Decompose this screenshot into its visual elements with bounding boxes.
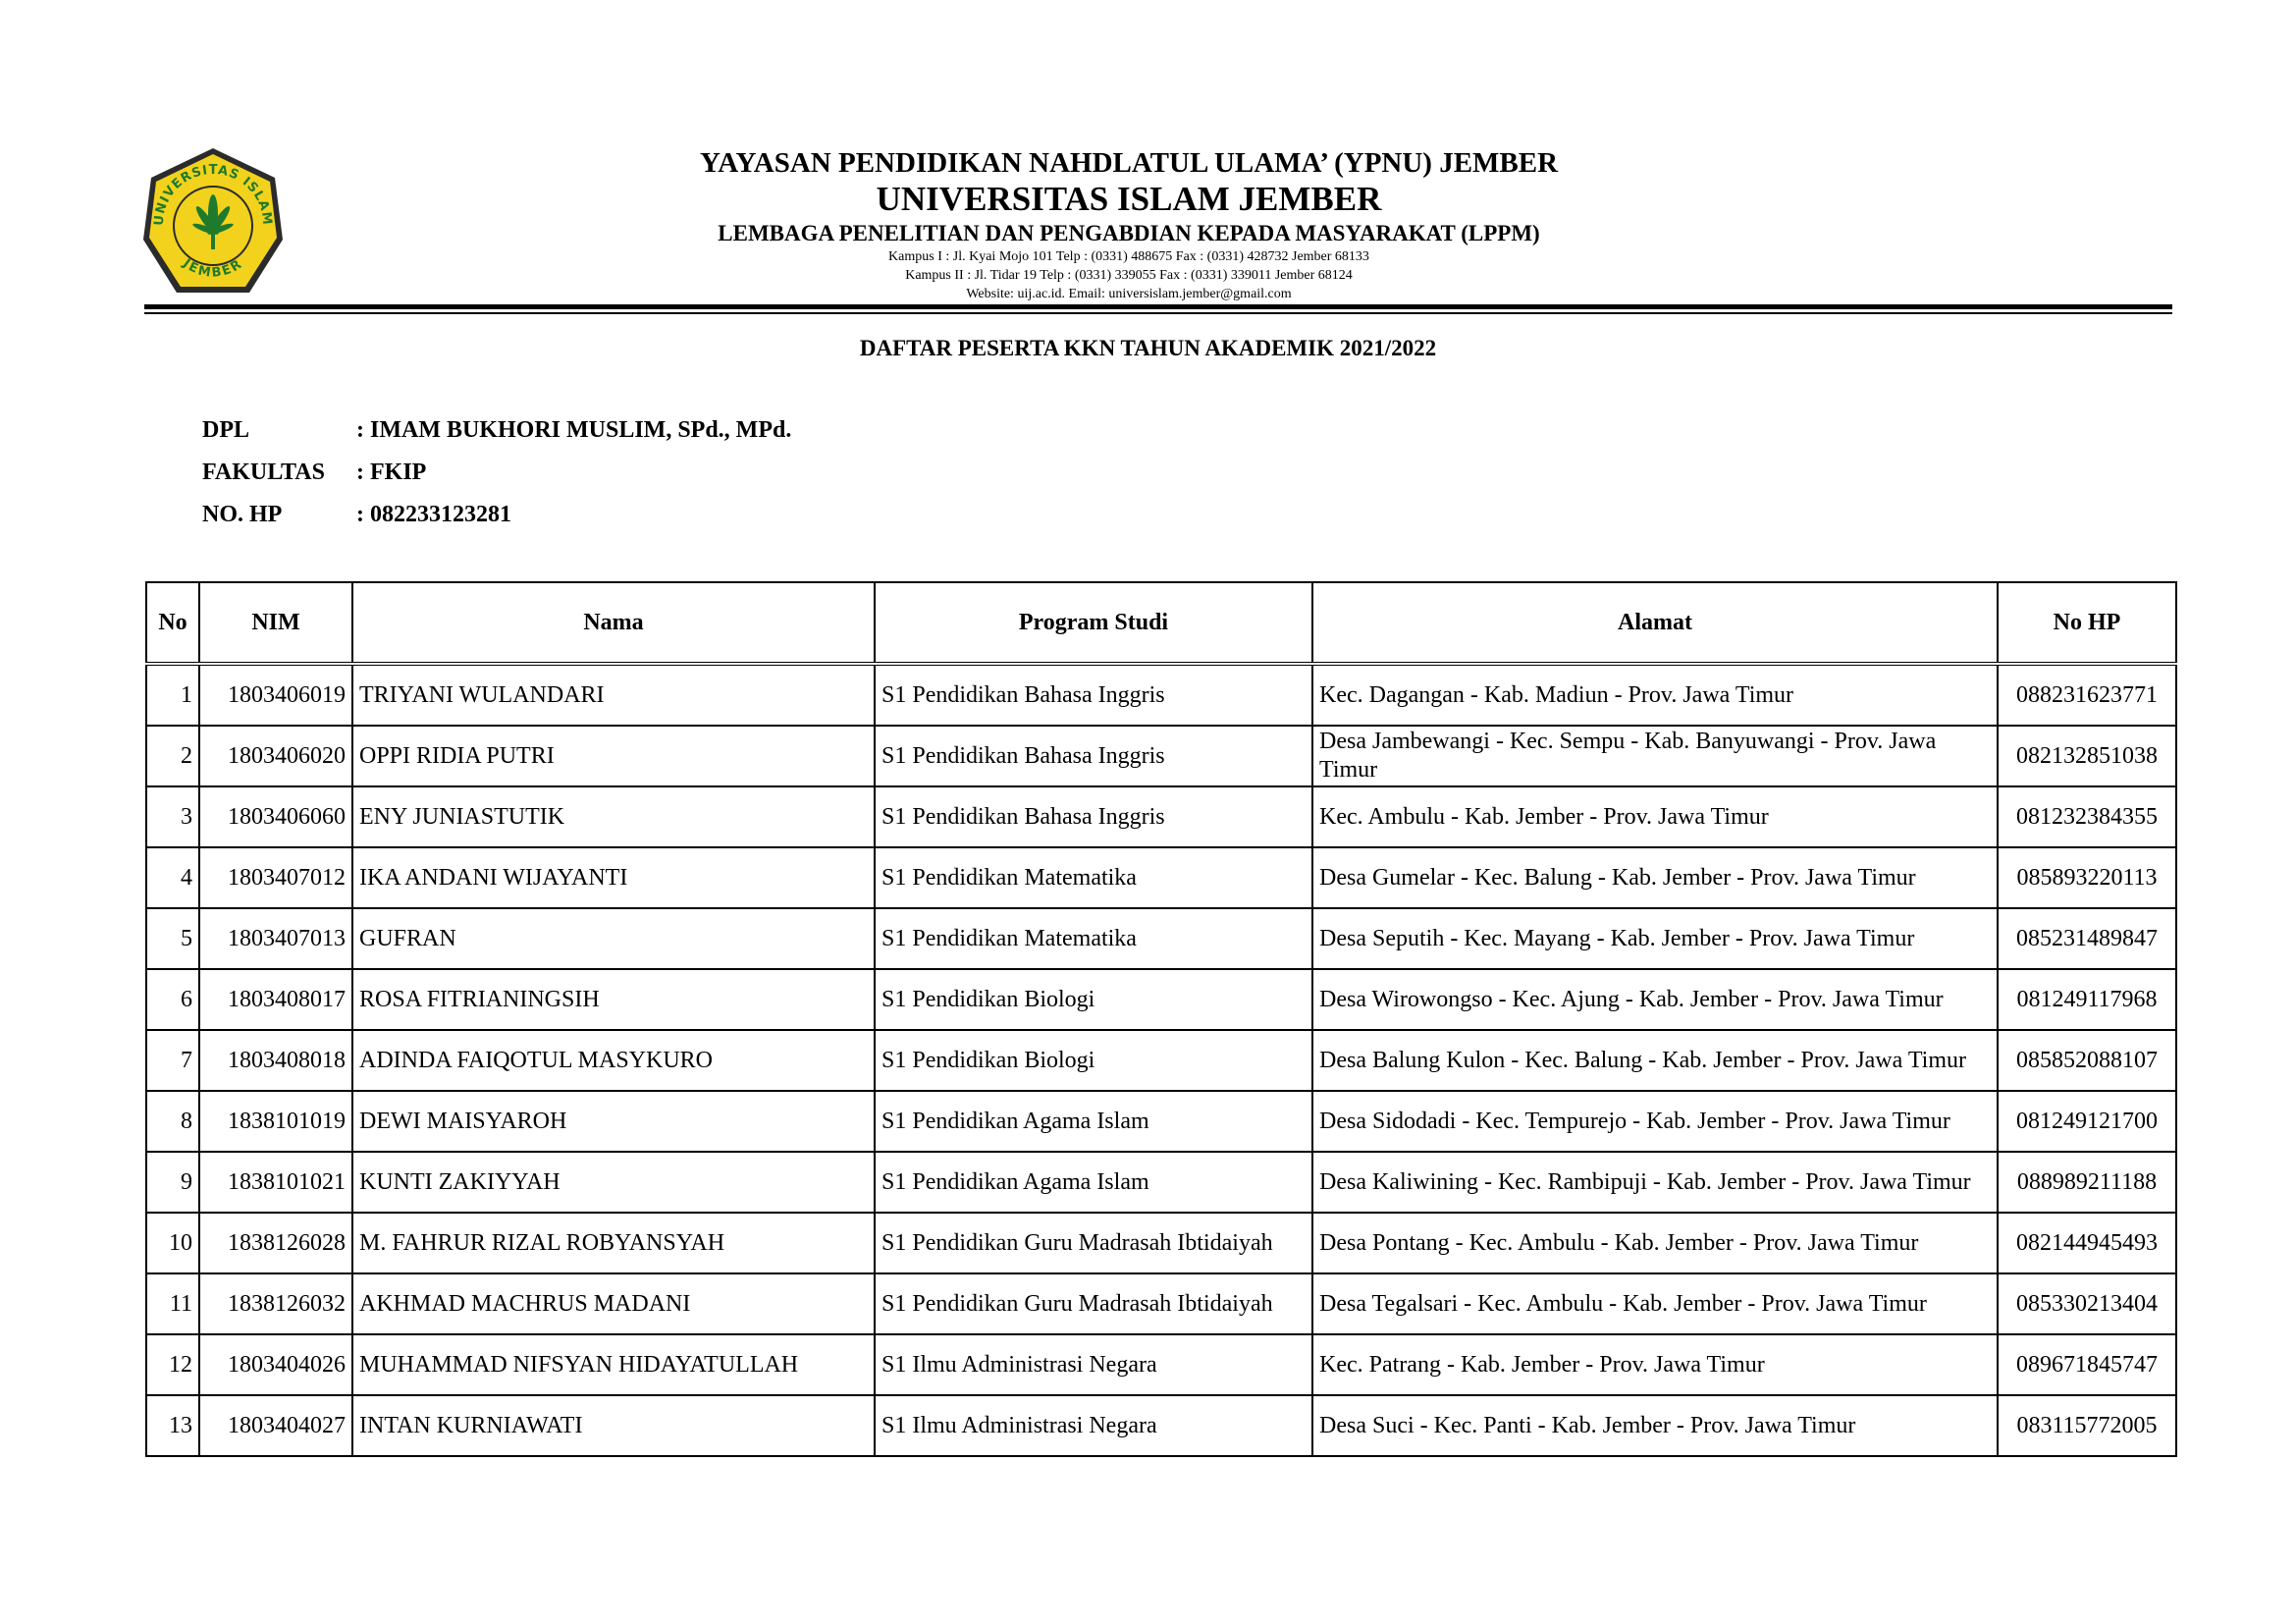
cell-program-studi: S1 Pendidikan Matematika	[875, 908, 1312, 969]
cell-alamat: Desa Balung Kulon - Kec. Balung - Kab. Jember - Prov. Jawa Timur	[1312, 1030, 1998, 1091]
cell-program-studi: S1 Pendidikan Matematika	[875, 847, 1312, 908]
table-body	[146, 664, 2176, 1456]
logo-text-top: UNIVERSITAS ISLAM	[151, 163, 275, 227]
cell-alamat: Desa Suci - Kec. Panti - Kab. Jember - Prov. Jawa Timur	[1312, 1395, 1998, 1456]
cell-no-hp: 082132851038	[1998, 726, 2176, 786]
cell-no: 11	[146, 1273, 199, 1334]
cell-nama: M. FAHRUR RIZAL ROBYANSYAH	[352, 1213, 875, 1273]
meta-faculty	[202, 460, 426, 486]
cell-no: 2	[146, 726, 199, 786]
cell-program-studi: S1 Pendidikan Agama Islam	[875, 1091, 1312, 1152]
table-row	[146, 908, 2176, 969]
table-header-row	[146, 582, 2176, 664]
cell-program-studi: S1 Pendidikan Biologi	[875, 969, 1312, 1030]
participant-table	[145, 581, 2177, 1457]
cell-nim: 1838126028	[199, 1213, 352, 1273]
cell-alamat: Kec. Ambulu - Kab. Jember - Prov. Jawa Timur	[1312, 786, 1998, 847]
table-row	[146, 1213, 2176, 1273]
cell-alamat: Desa Tegalsari - Kec. Ambulu - Kab. Jember - Prov. Jawa Timur	[1312, 1273, 1998, 1334]
cell-nim: 1838126032	[199, 1273, 352, 1334]
cell-no: 4	[146, 847, 199, 908]
cell-program-studi: S1 Pendidikan Biologi	[875, 1030, 1312, 1091]
cell-program-studi: S1 Pendidikan Bahasa Inggris	[875, 726, 1312, 786]
cell-nama: ROSA FITRIANINGSIH	[352, 969, 875, 1030]
cell-alamat: Kec. Patrang - Kab. Jember - Prov. Jawa Timur	[1312, 1334, 1998, 1395]
cell-no-hp: 088231623771	[1998, 664, 2176, 726]
header-no-hp: No HP	[1998, 582, 2176, 664]
cell-no-hp: 081232384355	[1998, 786, 2176, 847]
faculty-label: FAKULTAS	[202, 460, 325, 485]
table-row	[146, 1273, 2176, 1334]
cell-nama: OPPI RIDIA PUTRI	[352, 726, 875, 786]
header-nim: NIM	[199, 582, 352, 664]
cell-no: 8	[146, 1091, 199, 1152]
cell-nim: 1803406060	[199, 786, 352, 847]
phone-label: NO. HP	[202, 502, 283, 527]
table-row	[146, 1091, 2176, 1152]
cell-no: 13	[146, 1395, 199, 1456]
cell-nim: 1803404026	[199, 1334, 352, 1395]
table-row	[146, 1152, 2176, 1213]
header-nama: Nama	[352, 582, 875, 664]
cell-no-hp: 081249117968	[1998, 969, 2176, 1030]
header-program-studi: Program Studi	[875, 582, 1312, 664]
document-title: DAFTAR PESERTA KKN TAHUN AKADEMIK 2021/2022	[859, 336, 1437, 360]
cell-alamat: Desa Sidodadi - Kec. Tempurejo - Kab. Jember - Prov. Jawa Timur	[1312, 1091, 1998, 1152]
header-no: No	[146, 582, 199, 664]
cell-nama: TRIYANI WULANDARI	[352, 664, 875, 726]
cell-nim: 1803404027	[199, 1395, 352, 1456]
cell-nim: 1803408017	[199, 969, 352, 1030]
cell-no-hp: 081249121700	[1998, 1091, 2176, 1152]
table-row	[146, 1395, 2176, 1456]
cell-no-hp: 085852088107	[1998, 1030, 2176, 1091]
cell-no: 12	[146, 1334, 199, 1395]
phone-value: : 082233123281	[356, 502, 511, 527]
cell-alamat: Desa Pontang - Kec. Ambulu - Kab. Jember - Prov. Jawa Timur	[1312, 1213, 1998, 1273]
cell-no-hp: 083115772005	[1998, 1395, 2176, 1456]
cell-alamat: Desa Wirowongso - Kec. Ajung - Kab. Jember - Prov. Jawa Timur	[1312, 969, 1998, 1030]
cell-nama: ENY JUNIASTUTIK	[352, 786, 875, 847]
cell-no: 5	[146, 908, 199, 969]
cell-nim: 1803407012	[199, 847, 352, 908]
cell-nama: KUNTI ZAKIYYAH	[352, 1152, 875, 1213]
dpl-value: : IMAM BUKHORI MUSLIM, SPd., MPd.	[356, 417, 792, 443]
table-row	[146, 664, 2176, 726]
institute-name: LEMBAGA PENELITIAN DAN PENGABDIAN KEPADA MASYARAKAT (LPPM)	[718, 221, 1540, 245]
table-row	[146, 1334, 2176, 1395]
cell-no-hp: 085330213404	[1998, 1273, 2176, 1334]
cell-program-studi: S1 Pendidikan Guru Madrasah Ibtidaiyah	[875, 1213, 1312, 1273]
cell-alamat: Desa Gumelar - Kec. Balung - Kab. Jember - Prov. Jawa Timur	[1312, 847, 1998, 908]
meta-phone	[202, 502, 511, 528]
meta-dpl	[202, 417, 791, 444]
cell-no-hp: 082144945493	[1998, 1213, 2176, 1273]
cell-program-studi: S1 Pendidikan Guru Madrasah Ibtidaiyah	[875, 1273, 1312, 1334]
cell-program-studi: S1 Pendidikan Bahasa Inggris	[875, 664, 1312, 726]
cell-nama: INTAN KURNIAWATI	[352, 1395, 875, 1456]
cell-nama: AKHMAD MACHRUS MADANI	[352, 1273, 875, 1334]
cell-nim: 1803406019	[199, 664, 352, 726]
cell-nama: ADINDA FAIQOTUL MASYKURO	[352, 1030, 875, 1091]
cell-nim: 1803408018	[199, 1030, 352, 1091]
cell-no: 6	[146, 969, 199, 1030]
cell-no: 7	[146, 1030, 199, 1091]
table-row	[146, 847, 2176, 908]
campus-1-address: Kampus I : Jl. Kyai Mojo 101 Telp : (0331) 488675 Fax : (0331) 428732 Jember 68133	[888, 249, 1369, 264]
cell-alamat: Kec. Dagangan - Kab. Madiun - Prov. Jawa Timur	[1312, 664, 1998, 726]
faculty-value: : FKIP	[356, 460, 427, 485]
cell-nama: GUFRAN	[352, 908, 875, 969]
cell-nama: IKA ANDANI WIJAYANTI	[352, 847, 875, 908]
header-alamat: Alamat	[1312, 582, 1998, 664]
university-name: UNIVERSITAS ISLAM JEMBER	[876, 180, 1382, 218]
cell-nim: 1838101019	[199, 1091, 352, 1152]
cell-nim: 1803407013	[199, 908, 352, 969]
letterhead-rule-thin	[144, 312, 2172, 314]
cell-alamat: Desa Jambewangi - Kec. Sempu - Kab. Banyuwangi - Prov. Jawa Timur	[1312, 726, 1998, 786]
cell-no-hp: 088989211188	[1998, 1152, 2176, 1213]
cell-no-hp: 089671845747	[1998, 1334, 2176, 1395]
cell-program-studi: S1 Pendidikan Bahasa Inggris	[875, 786, 1312, 847]
cell-nama: DEWI MAISYAROH	[352, 1091, 875, 1152]
dpl-label: DPL	[202, 417, 249, 443]
cell-no: 9	[146, 1152, 199, 1213]
cell-program-studi: S1 Pendidikan Agama Islam	[875, 1152, 1312, 1213]
table-row	[146, 1030, 2176, 1091]
table-row	[146, 786, 2176, 847]
table-row	[146, 969, 2176, 1030]
foundation-name: YAYASAN PENDIDIKAN NAHDLATUL ULAMA’ (YPNU) JEMBER	[699, 147, 1559, 179]
cell-no-hp: 085231489847	[1998, 908, 2176, 969]
cell-program-studi: S1 Ilmu Administrasi Negara	[875, 1395, 1312, 1456]
cell-alamat: Desa Seputih - Kec. Mayang - Kab. Jember - Prov. Jawa Timur	[1312, 908, 1998, 969]
cell-no-hp: 085893220113	[1998, 847, 2176, 908]
campus-2-address: Kampus II : Jl. Tidar 19 Telp : (0331) 339055 Fax : (0331) 339011 Jember 68124	[905, 268, 1353, 283]
cell-alamat: Desa Kaliwining - Kec. Rambipuji - Kab. Jember - Prov. Jawa Timur	[1312, 1152, 1998, 1213]
cell-nama: MUHAMMAD NIFSYAN HIDAYATULLAH	[352, 1334, 875, 1395]
cell-nim: 1838101021	[199, 1152, 352, 1213]
letterhead-rule-thick	[144, 304, 2172, 309]
logo-text-bottom: JEMBER	[180, 256, 246, 281]
cell-no: 3	[146, 786, 199, 847]
cell-nim: 1803406020	[199, 726, 352, 786]
cell-program-studi: S1 Ilmu Administrasi Negara	[875, 1334, 1312, 1395]
table-row	[146, 726, 2176, 786]
university-crest-icon	[141, 145, 285, 302]
cell-no: 10	[146, 1213, 199, 1273]
website-email: Website: uij.ac.id. Email: universislam.jember@gmail.com	[966, 287, 1292, 301]
cell-no: 1	[146, 664, 199, 726]
